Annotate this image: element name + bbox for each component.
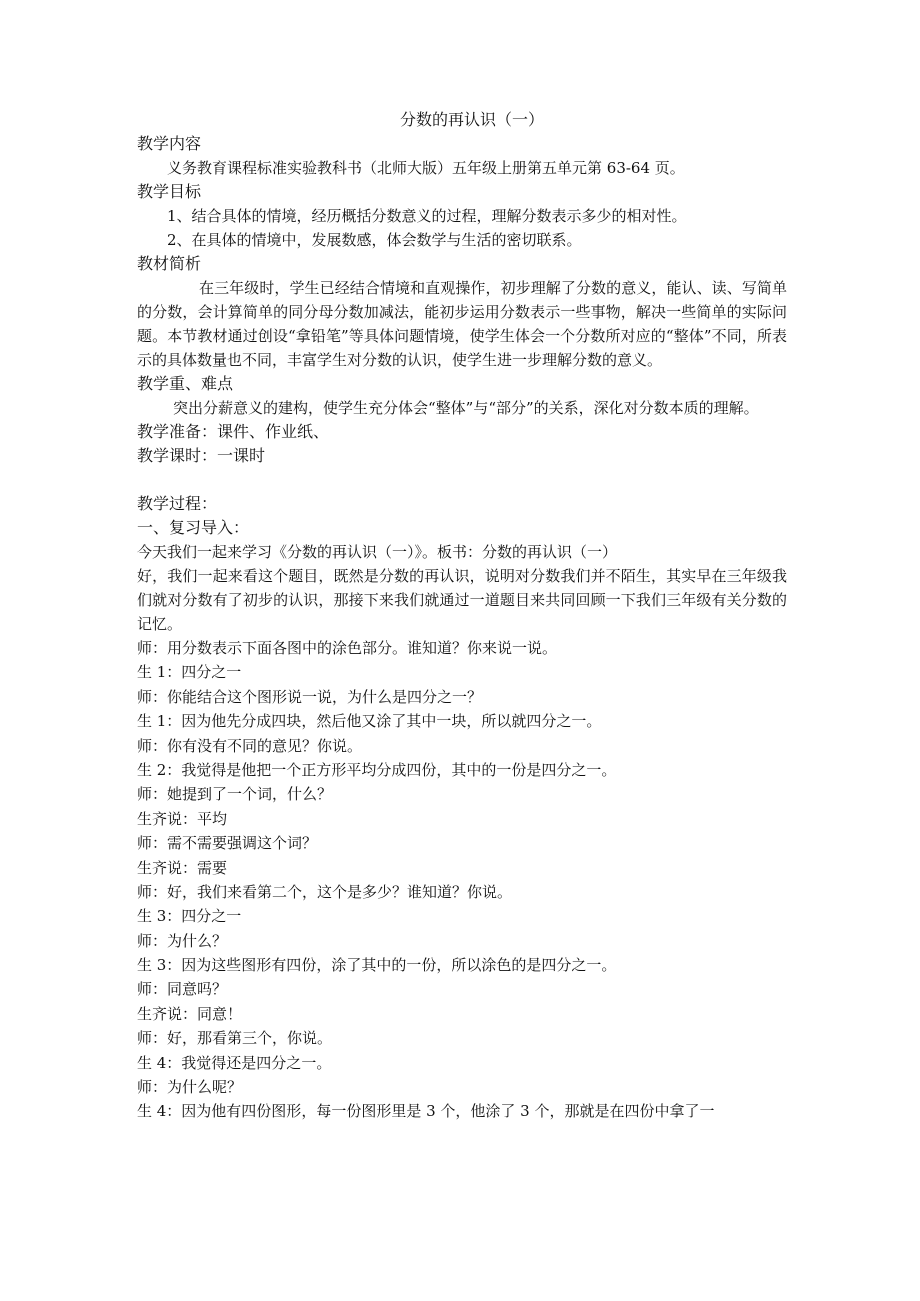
goal-item: 1、结合具体的情境，经历概括分数意义的过程，理解分数表示多少的相对性。: [167, 207, 687, 225]
dialogue-line: 生 4：我觉得还是四分之一。: [137, 1053, 332, 1072]
dialogue-line: 师：为什么呢？: [137, 1078, 243, 1097]
dialogue-line: 师：好，那看第三个，你说。: [137, 1029, 333, 1048]
dialogue-line: 生 1：因为他先分成四块，然后他又涂了其中一块，所以就四分之一。: [137, 712, 602, 731]
teaching-prep: 教学准备：课件、作业纸、: [137, 422, 330, 441]
dialogue-line: 师：为什么？: [137, 931, 228, 950]
heading-process: 教学过程：: [137, 494, 218, 513]
heading-goals: 教学目标: [137, 182, 202, 201]
blank-line: [137, 468, 787, 492]
dialogue-line: 生 3：因为这些图形有四份，涂了其中的一份，所以涂色的是四分之一。: [137, 956, 617, 975]
heading-analysis: 教材简析: [137, 254, 202, 273]
dialogue-line: 生 3：四分之一: [137, 907, 242, 926]
dialogue-line: 生齐说：同意！: [137, 1004, 243, 1023]
dialogue-line: 生齐说：需要: [137, 858, 228, 877]
teaching-hours: 教学课时：一课时: [137, 446, 266, 465]
page-title: 分数的再认识（一）: [399, 110, 544, 129]
heading-content: 教学内容: [137, 134, 202, 153]
heading-key-points: 教学重、难点: [137, 374, 234, 393]
dialogue-line: 师：同意吗？: [137, 980, 228, 999]
heading-part-1: 一、复习导入：: [137, 518, 250, 537]
dialogue-line: 师：需不需要强调这个词？: [137, 834, 318, 853]
content-text: 义务教育课程标准实验教科书（北师大版）五年级上册第五单元第 63-64 页。: [167, 159, 685, 177]
analysis-text: 在三年级时，学生已经结合情境和直观操作，初步理解了分数的意义，能认、读、写简单的分数，会计算简单的同分母分数加减法，能初步运用分数表示一些事物，解决一些简单的实际问题。本节教材通过创设“拿铅笔”等具体问题情境，使学生体会一个分数所对应的“整体”不同，所表示的具体数量也不同，丰富学生对分数的认识，使学生进一步理解分数的意义。: [137, 279, 787, 369]
dialogue-line: 师：你有没有不同的意见？你说。: [137, 736, 363, 755]
dialogue-line: 生 4：因为他有四份图形，每一份图形里是 3 个，他涂了 3 个，那就是在四份中拿了一: [137, 1102, 715, 1121]
document-page: [137, 108, 787, 1124]
intro-paragraph: 好，我们一起来看这个题目，既然是分数的再认识，说明对分数我们并不陌生，其实早在三年级我们就对分数有了初步的认识，那接下来我们就通过一道题目来共同回顾一下我们三年级有关分数的记忆。: [137, 567, 787, 633]
dialogue-line: 师：她提到了一个词，什么？: [137, 785, 333, 804]
dialogue-line: 生 1：四分之一: [137, 663, 242, 682]
dialogue-line: 师：你能结合这个图形说一说，为什么是四分之一？: [137, 687, 483, 706]
key-points-text: 突出分薪意义的建构，使学生充分体会“整体”与“部分”的关系，深化对分数本质的理解。: [173, 399, 759, 417]
goal-item: 2、在具体的情境中，发展数感，体会数学与生活的密切联系。: [167, 231, 582, 249]
dialogue-line: 生齐说：平均: [137, 809, 228, 828]
dialogue-line: 师：用分数表示下面各图中的涂色部分。谁知道？你来说一说。: [137, 639, 558, 657]
dialogue-line: 生 2：我觉得是他把一个正方形平均分成四份，其中的一份是四分之一。: [137, 760, 617, 779]
dialogue-line: 师：好，我们来看第二个，这个是多少？谁知道？你说。: [137, 882, 513, 901]
intro-paragraph: 今天我们一起来学习《分数的再认识（一）》。板书：分数的再认识（一）: [137, 543, 618, 561]
